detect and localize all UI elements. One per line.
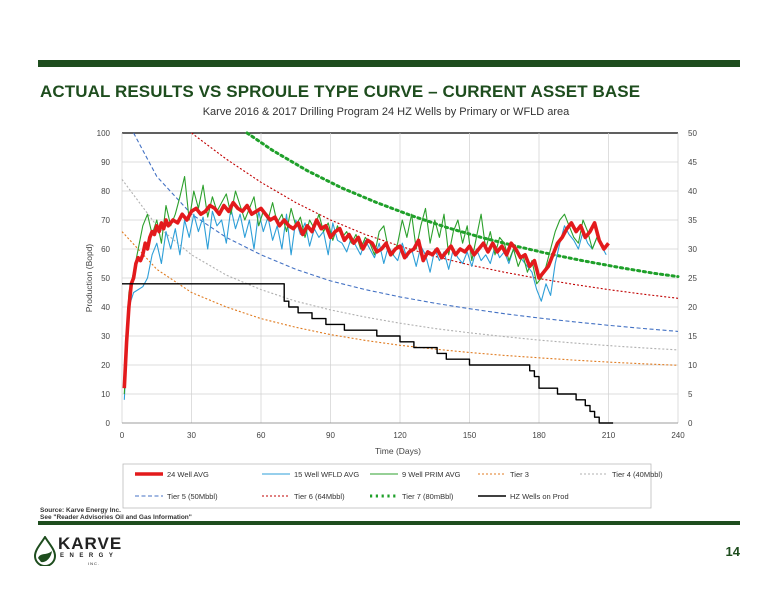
y-tick-label: 10 bbox=[101, 390, 110, 399]
x-axis-title: Time (Days) bbox=[375, 446, 421, 456]
x-tick-label: 0 bbox=[119, 431, 125, 440]
y2-tick-label: 20 bbox=[688, 303, 697, 312]
y-tick-label: 40 bbox=[101, 303, 110, 312]
y-tick-label: 0 bbox=[105, 419, 110, 428]
x-tick-label: 180 bbox=[532, 431, 546, 440]
y-axis-labels bbox=[97, 129, 111, 428]
y-tick-label: 20 bbox=[101, 361, 110, 370]
y-tick-label: 90 bbox=[101, 158, 110, 167]
y2-tick-label: 35 bbox=[688, 216, 697, 225]
y2-tick-label: 50 bbox=[688, 129, 697, 138]
legend-label: Tier 4 (40Mbbl) bbox=[612, 470, 663, 479]
y-tick-label: 70 bbox=[101, 216, 110, 225]
chart-title: Karve 2016 & 2017 Drilling Program 24 HZ Wells by Primary or WFLD area bbox=[202, 106, 570, 118]
y2-tick-label: 25 bbox=[688, 274, 697, 283]
x-axis-labels bbox=[120, 431, 685, 440]
logo-subtitle: ENERGY bbox=[60, 553, 119, 559]
y2-tick-label: 5 bbox=[688, 390, 693, 399]
chart-grid bbox=[122, 133, 678, 423]
x-tick-label: 240 bbox=[671, 431, 685, 440]
x-tick-label: 210 bbox=[601, 431, 616, 440]
legend-label: Tier 3 bbox=[510, 470, 529, 479]
legend-label: 15 Well WFLD AVG bbox=[294, 470, 360, 479]
legend-label: Tier 5 (50Mbbl) bbox=[167, 492, 218, 501]
x-tick-label: 60 bbox=[256, 431, 266, 440]
legend-label: Tier 6 (64Mbbl) bbox=[294, 492, 345, 501]
chart-legend bbox=[123, 464, 663, 508]
karve-logo bbox=[32, 534, 132, 570]
y2-tick-label: 0 bbox=[688, 419, 693, 428]
page-number: 14 bbox=[725, 544, 740, 559]
legend-label: Tier 7 (80mBbl) bbox=[402, 492, 454, 501]
advisory-note: See "Reader Advisories Oil and Gas Information" bbox=[40, 514, 192, 521]
bottom-accent-bar bbox=[38, 521, 740, 525]
x-tick-label: 30 bbox=[187, 431, 196, 440]
y-tick-label: 100 bbox=[96, 129, 110, 138]
series-tier-7-80mbbl bbox=[247, 133, 678, 277]
x-tick-label: 90 bbox=[326, 431, 335, 440]
legend-label: 9 Well PRIM AVG bbox=[402, 470, 461, 479]
page-headline: ACTUAL RESULTS VS SPROULE TYPE CURVE – CURRENT ASSET BASE bbox=[40, 82, 641, 101]
y2-tick-label: 10 bbox=[688, 361, 697, 370]
legend-label: HZ Wells on Prod bbox=[510, 492, 569, 501]
y-tick-label: 30 bbox=[101, 332, 110, 341]
y2-tick-label: 45 bbox=[688, 158, 697, 167]
y2-axis-labels bbox=[688, 129, 697, 428]
x-tick-label: 150 bbox=[462, 431, 477, 440]
y-tick-label: 50 bbox=[101, 274, 110, 283]
y2-tick-label: 15 bbox=[688, 332, 697, 341]
logo-wordmark: KARVE bbox=[58, 534, 123, 553]
y-axis-title: Production (Bopd) bbox=[84, 243, 94, 313]
series-24-well-avg bbox=[124, 203, 608, 389]
logo-subtitle-inc: INC. bbox=[88, 561, 100, 566]
x-tick-label: 120 bbox=[393, 431, 407, 440]
y2-tick-label: 40 bbox=[688, 187, 697, 196]
oil-drop-icon bbox=[32, 536, 58, 566]
series-hz-wells-on-prod bbox=[122, 284, 613, 423]
y-tick-label: 80 bbox=[101, 187, 110, 196]
y2-tick-label: 30 bbox=[688, 245, 697, 254]
legend-label: 24 Well AVG bbox=[167, 470, 209, 479]
source-note: Source: Karve Energy Inc. bbox=[40, 507, 121, 514]
y-tick-label: 60 bbox=[101, 245, 110, 254]
